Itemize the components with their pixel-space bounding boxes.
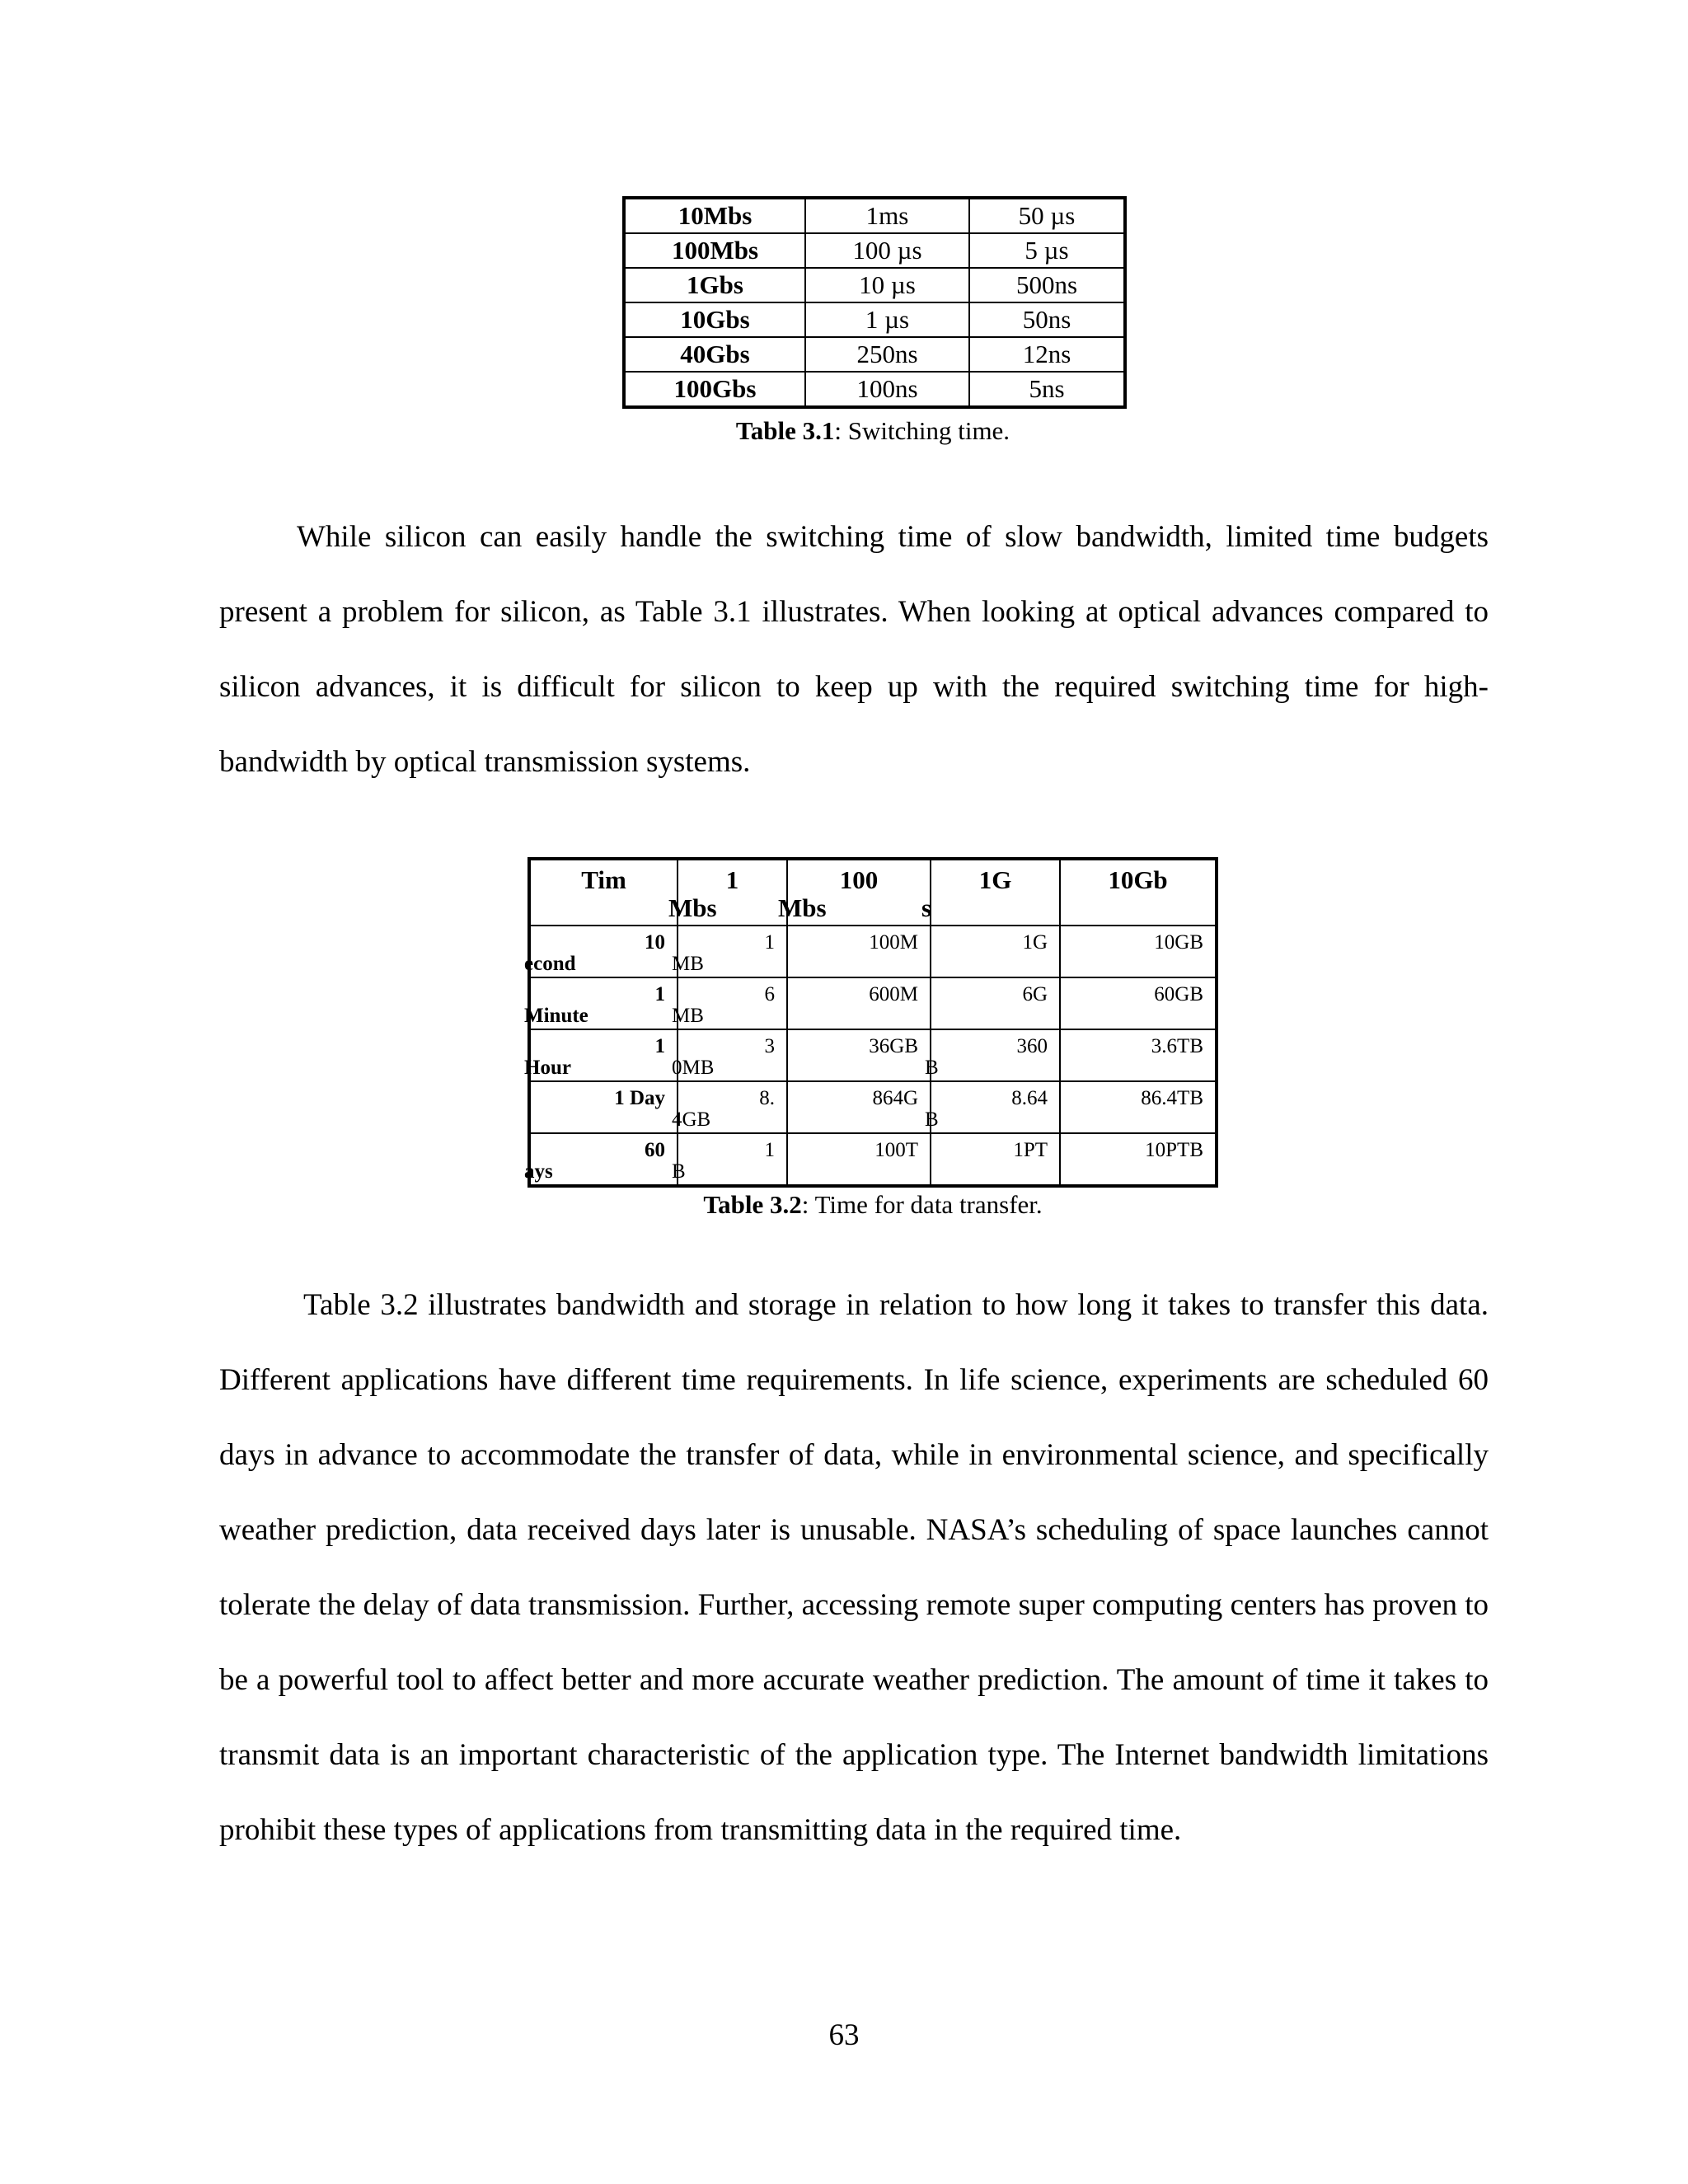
cell-line-1: 1PT <box>1013 1139 1048 1161</box>
cell-line-2: Hour <box>524 1057 571 1079</box>
table-cell <box>931 977 1060 1029</box>
table-row <box>624 268 1125 302</box>
table-cell <box>524 1133 678 1186</box>
table-cell <box>529 859 678 926</box>
table-cell <box>787 1133 931 1186</box>
cell-line-2: B <box>925 1057 939 1079</box>
cell-line-1: 864G <box>872 1087 918 1109</box>
caption-label: Table 3.1 <box>735 416 835 445</box>
budget-cell: 50 µs <box>969 198 1125 233</box>
table-cell <box>787 926 931 977</box>
table-cell <box>787 1081 931 1133</box>
table-cell <box>1060 1133 1217 1186</box>
cell-line-1: 100M <box>869 931 918 954</box>
bandwidth-cell: 10Mbs <box>624 198 805 233</box>
bandwidth-cell: 1Gbs <box>624 268 805 302</box>
cell-line-2: econd <box>524 953 576 975</box>
table-header-row <box>529 859 1217 926</box>
paragraph-switching <box>219 499 1489 799</box>
paragraph-text: While silicon can easily handle the switching time of slow bandwidth, limited time budgets present a problem for silicon, as Table 3.1 illustrates. When looking at optical advances compared to silicon advances, it is difficult for silicon to keep up with the required switching time for high-bandwidth by optical transmission systems. <box>219 520 1489 779</box>
table-cell <box>787 977 931 1029</box>
cell-line-2: MB <box>672 953 704 975</box>
cell-line-1: 10GB <box>1154 931 1203 954</box>
cell-line-2: Minute <box>524 1005 588 1027</box>
caption-text: : Switching time. <box>834 416 1010 445</box>
cell-line-2: ays <box>524 1160 553 1183</box>
table-row <box>529 1081 1217 1133</box>
table-row <box>529 926 1217 977</box>
table-cell <box>925 1029 1060 1081</box>
table-row <box>624 372 1125 407</box>
table-cell <box>931 1133 1060 1186</box>
cell-line-1: 6G <box>1022 983 1048 1005</box>
cell-line-1: 100 <box>839 865 879 894</box>
switch-time-cell: 10 µs <box>805 268 969 302</box>
table-cell <box>921 859 1060 926</box>
cell-line-1: 1G <box>978 865 1012 894</box>
cell-line-2: s <box>921 893 932 922</box>
caption-text: : Time for data transfer. <box>801 1190 1043 1219</box>
table-cell <box>672 1081 787 1133</box>
cell-line-2: 4GB <box>672 1108 711 1131</box>
cell-line-2: MB <box>672 1005 704 1027</box>
cell-line-1: Tim <box>581 865 626 894</box>
switch-time-cell: 100 µs <box>805 233 969 268</box>
cell-line-1: 10Gb <box>1108 865 1168 894</box>
budget-cell: 500ns <box>969 268 1125 302</box>
cell-line-1: 36GB <box>869 1035 918 1057</box>
cell-line-2: 0MB <box>672 1057 715 1079</box>
table-cell <box>672 1133 787 1186</box>
switch-time-cell: 100ns <box>805 372 969 407</box>
cell-line-1: 1G <box>1022 931 1048 954</box>
switching-time-table <box>622 196 1127 409</box>
data-transfer-table <box>524 857 1218 1188</box>
cell-line-1: 60GB <box>1154 983 1203 1005</box>
budget-cell: 12ns <box>969 337 1125 372</box>
cell-line-2: Mbs <box>668 893 717 922</box>
budget-cell: 5 µs <box>969 233 1125 268</box>
bandwidth-cell: 100Gbs <box>624 372 805 407</box>
table-cell <box>1060 926 1217 977</box>
bandwidth-cell: 100Mbs <box>624 233 805 268</box>
cell-line-1: 60 <box>645 1139 665 1161</box>
table-row <box>624 337 1125 372</box>
cell-line-1: 100T <box>874 1139 918 1161</box>
cell-line-1: 10PTB <box>1145 1139 1203 1161</box>
switch-time-cell: 250ns <box>805 337 969 372</box>
cell-line-1: 600M <box>869 983 918 1005</box>
table-cell <box>1060 977 1217 1029</box>
paragraph-data-transfer <box>219 1268 1489 1868</box>
table-cell <box>524 1029 678 1081</box>
cell-line-2: Mbs <box>778 893 827 922</box>
table-cell <box>668 859 787 926</box>
table-row <box>624 233 1125 268</box>
cell-line-1: 10 <box>645 931 665 954</box>
switch-time-cell: 1ms <box>805 198 969 233</box>
table-row <box>624 302 1125 337</box>
cell-line-2: B <box>672 1160 686 1183</box>
table-row <box>624 198 1125 233</box>
paragraph-text: Table 3.2 illustrates bandwidth and storage in relation to how long it takes to transfer this data. Different applications have different time requirements. In life science, experiments are scheduled 60 days in advance to accommodate the transfer of data, while in environmental science, and specifically weather prediction, data received days later is unusable. NASA’s scheduling of space launches cannot tolerate the delay of data transmission. Further, accessing remote super computing centers has proven to be a powerful tool to affect better and more accurate weather prediction. The amount of time it takes to transmit data is an important characteristic of the application type. The Internet bandwidth limitations prohibit these types of applications from transmitting data in the required time. <box>219 1288 1489 1847</box>
bandwidth-cell: 40Gbs <box>624 337 805 372</box>
cell-line-1: 1 <box>725 865 739 894</box>
table-cell <box>787 1029 931 1081</box>
cell-line-1: 6 <box>764 983 775 1005</box>
table-3-1-caption <box>622 416 1123 446</box>
cell-line-1: 3.6TB <box>1151 1035 1203 1057</box>
table-cell <box>1060 859 1217 926</box>
cell-line-1: 3 <box>764 1035 775 1057</box>
table-cell <box>529 1081 678 1133</box>
table-cell <box>925 1081 1060 1133</box>
table-row <box>529 977 1217 1029</box>
cell-line-2: B <box>925 1108 939 1131</box>
bandwidth-cell: 10Gbs <box>624 302 805 337</box>
cell-line-1: 360 <box>1016 1035 1048 1057</box>
table-cell <box>524 977 678 1029</box>
cell-line-1: 8. <box>759 1087 775 1109</box>
table-row <box>529 1029 1217 1081</box>
table-row <box>529 1133 1217 1186</box>
cell-line-1: 1 <box>764 931 775 954</box>
page-number: 63 <box>828 2018 860 2052</box>
budget-cell: 5ns <box>969 372 1125 407</box>
caption-label: Table 3.2 <box>703 1190 802 1219</box>
table-cell <box>1060 1029 1217 1081</box>
table-3-2-caption <box>528 1190 1218 1220</box>
table-cell <box>778 859 931 926</box>
table-cell <box>524 926 678 977</box>
cell-line-1: 1 <box>654 1035 665 1057</box>
switch-time-cell: 1 µs <box>805 302 969 337</box>
cell-line-1: 1 <box>654 983 665 1005</box>
table-cell <box>672 977 787 1029</box>
table-cell <box>931 926 1060 977</box>
table-cell <box>672 1029 787 1081</box>
table-cell <box>672 926 787 977</box>
cell-line-1: 1 Day <box>614 1087 665 1109</box>
cell-line-1: 1 <box>764 1139 775 1161</box>
budget-cell: 50ns <box>969 302 1125 337</box>
cell-line-1: 8.64 <box>1011 1087 1048 1109</box>
cell-line-1: 86.4TB <box>1141 1087 1203 1109</box>
table-cell <box>1060 1081 1217 1133</box>
